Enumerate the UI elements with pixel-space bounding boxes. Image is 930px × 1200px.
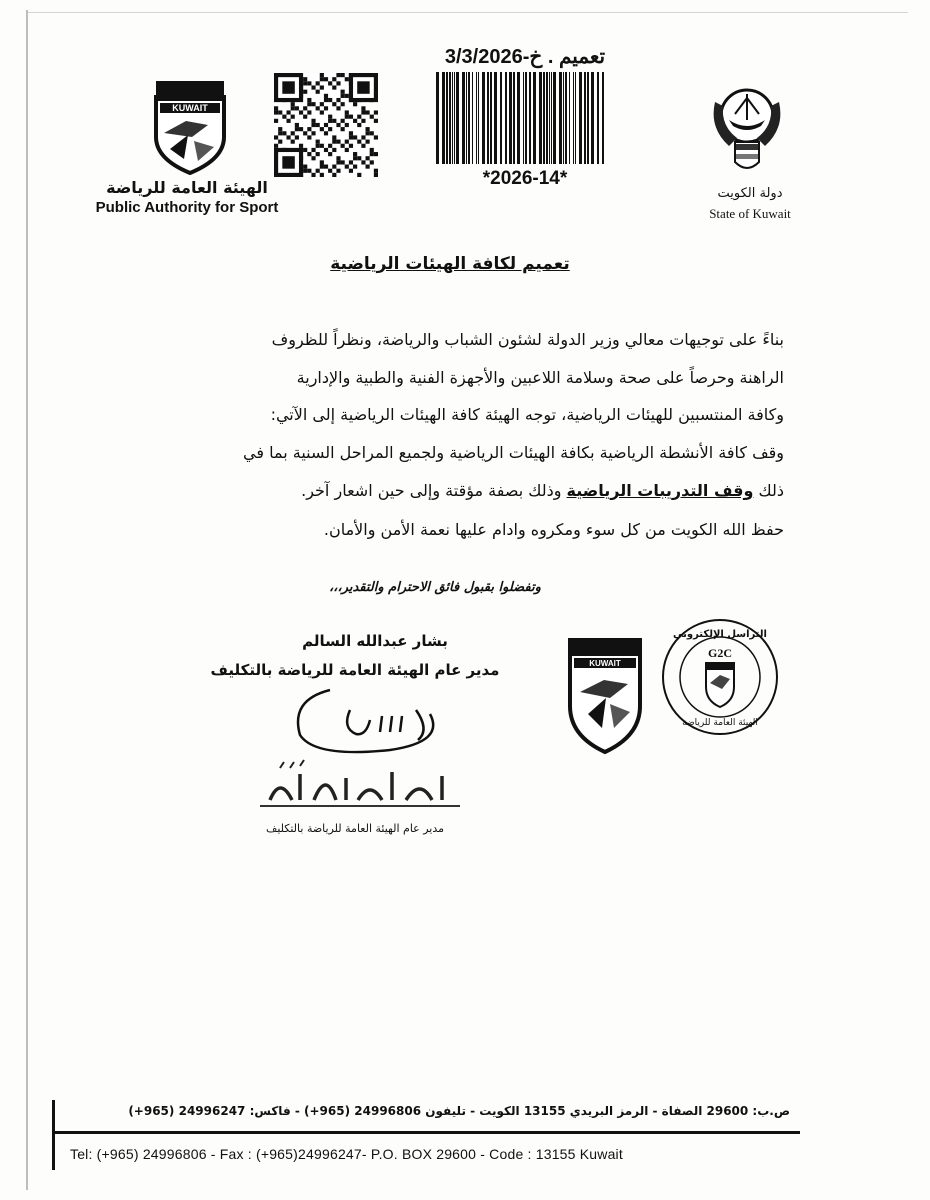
closing-phrase: وتفضلوا بقبول فائق الاحترام والتقدير،،،	[329, 580, 541, 595]
circular-subject: تعميم لكافة الهيئات الرياضية	[330, 254, 570, 274]
body-line-5-end: وذلك بصفة مؤقتة وإلى حين اشعار آخر.	[301, 481, 562, 500]
body-line-4: وقف كافة الأنشطة الرياضية بكافة الهيئات الرياضية ولجميع المراحل السنية بما في	[243, 443, 784, 462]
stamp-title-text: مدير عام الهيئة العامة للرياضة بالتكليف	[265, 822, 445, 835]
state-name-arabic: دولة الكويت	[717, 186, 783, 201]
svg-text:KUWAIT: KUWAIT	[172, 103, 208, 113]
reference-number: تعميم . خ-3/3/2026	[444, 46, 606, 68]
body-line-5-start: ذلك	[758, 481, 784, 500]
body-line-3: وكافة المنتسبين للهيئات الرياضية، توجه الهيئة كافة الهيئات الرياضية إلى الآتي:	[270, 405, 784, 424]
body-line-5	[104, 481, 784, 500]
name-stamp-calligraphy	[240, 756, 480, 820]
handwritten-signature	[270, 680, 490, 760]
barcode-number: *2026-14*	[482, 168, 568, 189]
svg-text:الهيئة العامة للرياضة: الهيئة العامة للرياضة	[682, 718, 758, 728]
svg-text:KUWAIT: KUWAIT	[589, 659, 621, 668]
state-name-english: State of Kuwait	[709, 206, 791, 221]
signatory-title: مدير عام الهيئة العامة للرياضة بالتكليف	[210, 661, 500, 679]
footer-contact-arabic: ص.ب: 29600 الصفاة - الرمز البريدي 13155 الكويت - تليفون 24996806 (965+) - فاكس: 24996247 (965+)	[128, 1104, 790, 1118]
authority-shield-stamp-icon	[566, 636, 644, 756]
body-line-1: بناءً على توجيهات معالي وزير الدولة لشئون الشباب والرياضة، ونظراً للظروف	[271, 330, 784, 349]
public-authority-for-sport-logo	[150, 75, 230, 175]
authority-name-arabic: الهيئة العامة للرياضة	[106, 178, 268, 197]
body-line-2: الراهنة وحرصاً على صحة وسلامة اللاعبين والأجهزة الفنية والطبية والإدارية	[296, 368, 784, 387]
page-edge-left	[26, 10, 28, 1190]
authority-name-english: Public Authority for Sport	[95, 199, 279, 216]
footer-divider	[55, 1131, 800, 1134]
body-line-6: حفظ الله الكويت من كل سوء ومكروه وادام عليها نعمة الأمن والأمان.	[323, 520, 784, 539]
qr-code-icon	[274, 73, 378, 177]
page-edge-top	[28, 12, 908, 13]
emphasis-stop-training: وقف التدريبات الرياضية	[566, 481, 754, 500]
g2c-electronic-stamp	[660, 617, 780, 737]
svg-text:التراسل الإلكتروني: التراسل الإلكتروني	[673, 629, 767, 640]
footer-contact-english: Tel: (+965) 24996806 - Fax : (+965)24996247- P.O. BOX 29600 - Code : 13155 Kuwait	[70, 1146, 623, 1162]
signatory-name: بشار عبدالله السالم	[302, 632, 448, 650]
svg-text:G2C: G2C	[708, 646, 732, 660]
kuwait-emblem-icon	[707, 80, 787, 178]
barcode-icon	[436, 72, 606, 164]
